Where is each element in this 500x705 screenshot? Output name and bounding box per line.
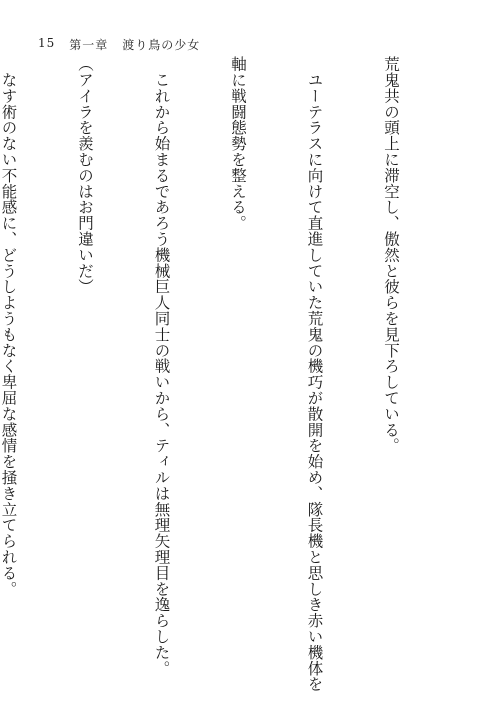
- running-header: [38, 36, 200, 53]
- text-column: ユーテラスに向けて直進していた荒鬼の機巧が散開を始め、隊長機と思しき赤い機体を: [305, 56, 324, 692]
- chapter-title: 渡り鳥の少女: [122, 38, 201, 52]
- page-number: 15: [38, 36, 56, 50]
- body-text: [0, 56, 454, 692]
- text-column: 荒鬼共の頭上に滞空し、傲然と彼らを見下ろしている。: [382, 56, 400, 454]
- text-column: なす術のない不能感に、どうしようもなく卑屈な感情を掻き立てられる。: [0, 56, 18, 597]
- text-column: （アイラを羨むのはお門違いだ）: [76, 56, 94, 295]
- text-column: これから始まるであろう機械巨人同士の戦いから、ティルは無理矢理目を逸らした。: [152, 56, 171, 677]
- text-column: 軸に戦闘態勢を整える。: [229, 56, 247, 231]
- chapter-label: 第一章: [69, 38, 109, 52]
